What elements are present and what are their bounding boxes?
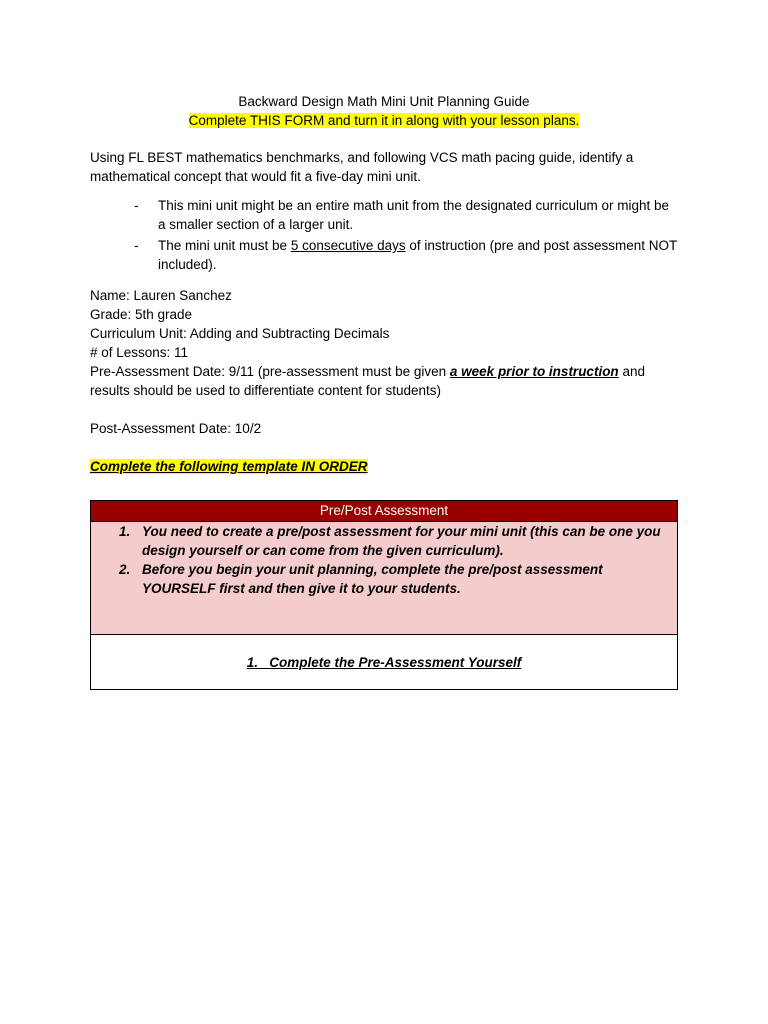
table-body	[91, 521, 677, 635]
bullet-text-post: of instruction (pre and post assessment NOT included).	[158, 238, 678, 272]
document-page	[90, 92, 678, 476]
bullet-text-pre: The mini unit must be	[158, 238, 291, 253]
bullet-text-underlined: 5 consecutive days	[290, 238, 406, 253]
list-item	[90, 196, 678, 234]
page-title: Backward Design Math Mini Unit Planning Guide	[238, 94, 530, 109]
bullet-text: This mini unit might be an entire math unit from the designated curriculum or might be a smaller section of a larger unit.	[158, 198, 669, 232]
intro-paragraph: Using FL BEST mathematics benchmarks, and following VCS math pacing guide, identify a mathematical concept that would fit a five-day mini unit.	[90, 150, 634, 184]
page-subtitle: Complete THIS FORM and turn it in along with your lesson plans.	[188, 113, 580, 128]
grade-line: Grade: 5th grade	[90, 307, 193, 322]
footer-label-spacer	[258, 655, 269, 670]
list-item	[91, 560, 677, 598]
bullet-list	[90, 196, 678, 274]
footer-label: Complete the Pre-Assessment Yourself	[269, 655, 522, 670]
table-header: Pre/Post Assessment	[91, 501, 677, 521]
pre-assessment-emphasis: a week prior to instruction	[449, 364, 619, 379]
name-line: Name: Lauren Sanchez	[90, 288, 232, 303]
item-text: Before you begin your unit planning, complete the pre/post assessment YOURSELF first and then give it to your students.	[142, 562, 603, 596]
template-note-text: Complete the following template IN ORDER	[90, 459, 368, 474]
table-footer	[91, 635, 677, 689]
unit-line: Curriculum Unit: Adding and Subtracting Decimals	[90, 326, 390, 341]
item-number: 1.	[119, 524, 131, 539]
footer-number: 1.	[246, 655, 258, 670]
instruction-list	[91, 522, 677, 598]
post-assessment-line: Post-Assessment Date: 10/2	[90, 421, 262, 436]
bullet-dash: -	[134, 238, 139, 253]
pre-post-assessment-table	[90, 500, 678, 690]
info-block	[90, 286, 678, 400]
item-number: 2.	[119, 562, 131, 577]
list-item	[91, 522, 677, 560]
bullet-dash: -	[134, 198, 139, 213]
pre-assessment-text: Pre-Assessment Date: 9/11 (pre-assessment must be given	[90, 364, 450, 379]
template-note	[90, 457, 678, 476]
title-block	[90, 92, 678, 130]
item-text: You need to create a pre/post assessment for your mini unit (this can be one you design yourself or can come from the given curriculum).	[142, 524, 661, 558]
list-item	[90, 236, 678, 274]
pre-assessment-line	[90, 362, 678, 400]
lessons-line: # of Lessons: 11	[90, 345, 189, 360]
pre-assessment-text-end: and results should be used to differentiate content for students)	[90, 364, 645, 398]
